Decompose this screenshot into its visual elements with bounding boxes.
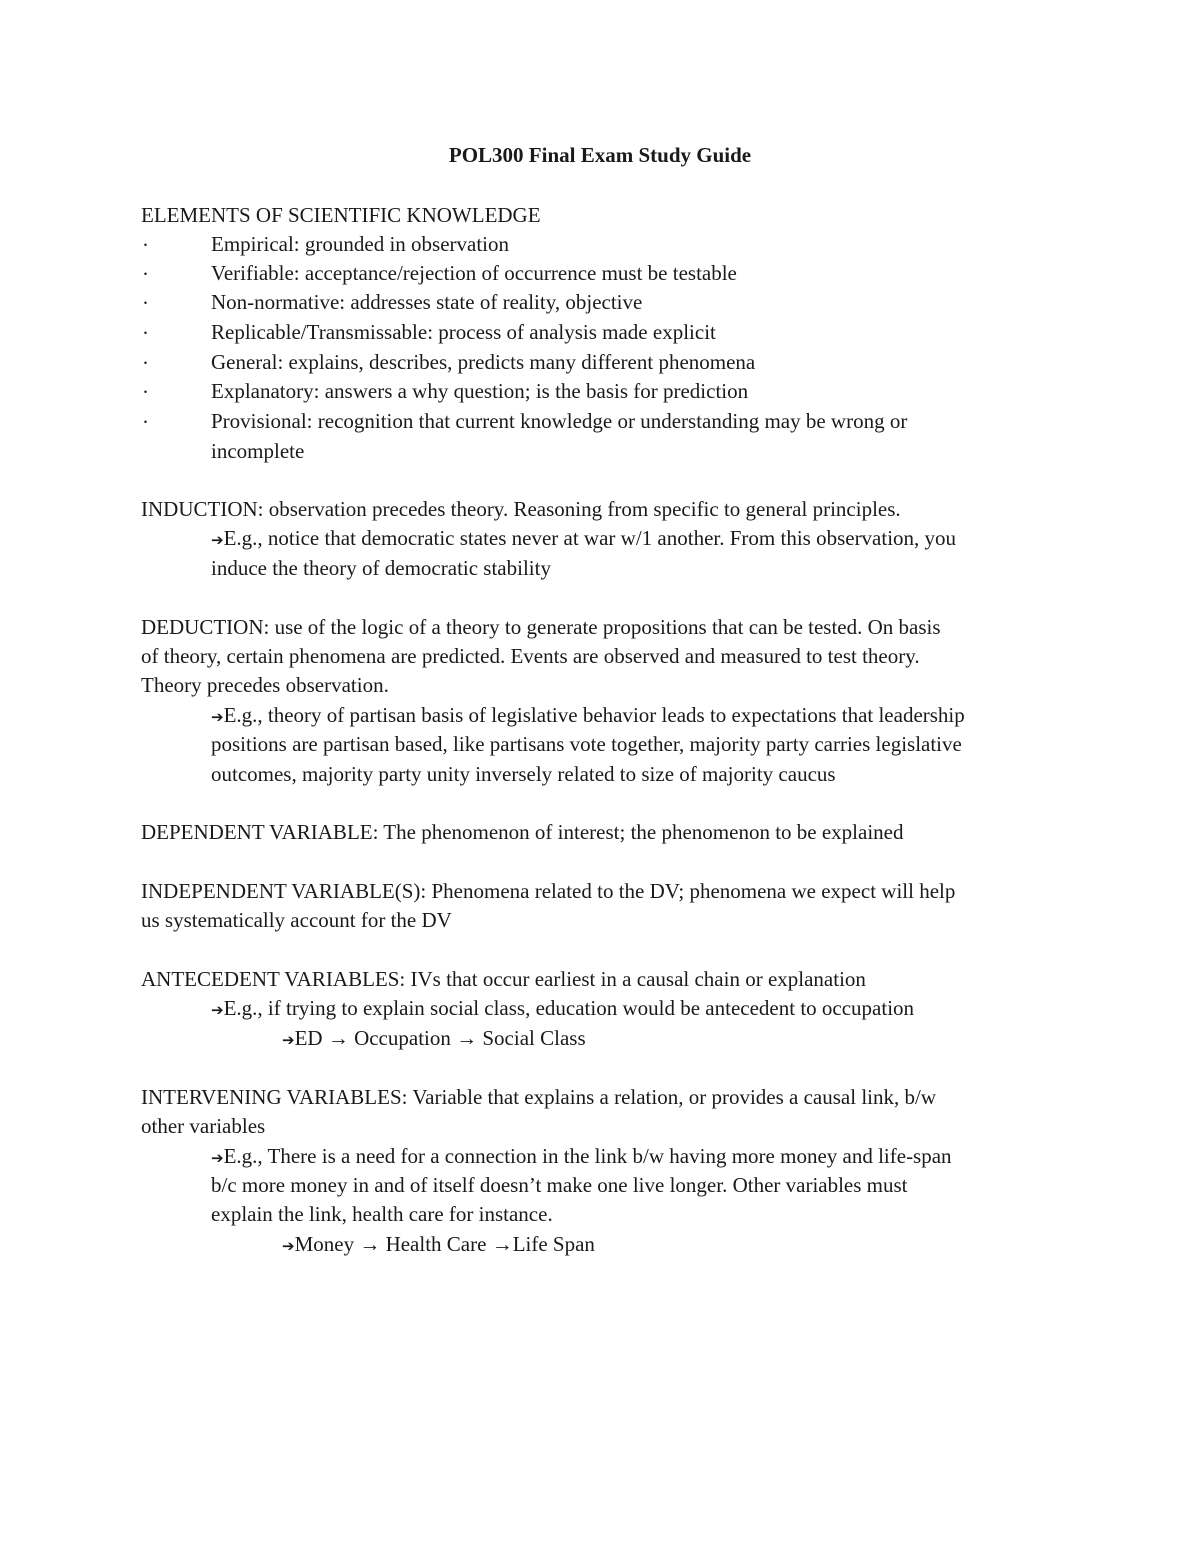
bullet: · <box>142 351 149 375</box>
list-item: Replicable/Transmissable: process of analysis made explicit <box>211 320 716 344</box>
arrow-right-icon: ➔ <box>282 1033 295 1049</box>
deduction-definition-cont: of theory, certain phenomena are predicted. Events are observed and measured to test theory. <box>141 644 920 668</box>
bullet: · <box>142 410 149 434</box>
dependent-variable-definition: DEPENDENT VARIABLE: The phenomenon of interest; the phenomenon to be explained <box>141 820 904 844</box>
deduction-example <box>211 700 965 730</box>
intervening-example <box>211 1141 952 1171</box>
bullet: · <box>142 233 149 257</box>
list-item: Verifiable: acceptance/rejection of occurrence must be testable <box>211 261 737 285</box>
section-heading-elements: ELEMENTS OF SCIENTIFIC KNOWLEDGE <box>141 203 541 227</box>
list-item: Explanatory: answers a why question; is the basis for prediction <box>211 379 749 403</box>
independent-variable-definition-cont: us systematically account for the DV <box>141 908 452 932</box>
induction-example <box>211 523 956 553</box>
chain-text: Money → Health Care →Life Span <box>294 1232 595 1256</box>
antecedent-example <box>211 993 914 1023</box>
deduction-definition-cont: Theory precedes observation. <box>141 673 389 697</box>
list-item: Empirical: grounded in observation <box>211 232 510 256</box>
intervening-variables-definition-cont: other variables <box>141 1114 266 1138</box>
arrow-right-icon: ➔ <box>211 710 224 726</box>
deduction-definition: DEDUCTION: use of the logic of a theory to generate propositions that can be tested. On basis <box>141 615 941 639</box>
page-title: POL300 Final Exam Study Guide <box>448 143 752 167</box>
deduction-example-cont: positions are partisan based, like partisans vote together, majority party carries legislative <box>211 732 962 756</box>
intervening-example-cont: b/c more money in and of itself doesn’t make one live longer. Other variables must <box>211 1173 908 1197</box>
intervening-example-cont: explain the link, health care for instance. <box>211 1202 553 1226</box>
list-item-continuation: incomplete <box>211 439 305 463</box>
intervening-chain <box>282 1229 595 1259</box>
antecedent-chain <box>282 1023 586 1053</box>
arrow-right-icon: ➔ <box>211 1151 224 1167</box>
list-item: General: explains, describes, predicts many different phenomena <box>211 350 756 374</box>
example-text: E.g., if trying to explain social class, education would be antecedent to occupation <box>223 996 915 1020</box>
arrow-right-icon: ➔ <box>211 533 224 549</box>
example-text: E.g., There is a need for a connection in the link b/w having more money and life-span <box>223 1144 952 1168</box>
antecedent-variables-definition: ANTECEDENT VARIABLES: IVs that occur earliest in a causal chain or explanation <box>141 967 866 991</box>
arrow-right-icon: ➔ <box>282 1239 295 1255</box>
induction-definition: INDUCTION: observation precedes theory. Reasoning from specific to general principles. <box>141 497 901 521</box>
induction-example-cont: induce the theory of democratic stability <box>211 556 551 580</box>
bullet: · <box>142 262 149 286</box>
intervening-variables-definition: INTERVENING VARIABLES: Variable that explains a relation, or provides a causal link, b/w <box>141 1085 936 1109</box>
chain-text: ED → Occupation → Social Class <box>294 1026 586 1050</box>
list-item: Non-normative: addresses state of reality, objective <box>211 290 643 314</box>
bullet: · <box>142 380 149 404</box>
arrow-right-icon: ➔ <box>211 1003 224 1019</box>
bullet: · <box>142 291 149 315</box>
bullet: · <box>142 321 149 345</box>
example-text: E.g., theory of partisan basis of legislative behavior leads to expectations that leadership <box>223 703 965 727</box>
independent-variable-definition: INDEPENDENT VARIABLE(S): Phenomena related to the DV; phenomena we expect will help <box>141 879 956 903</box>
list-item: Provisional: recognition that current knowledge or understanding may be wrong or <box>211 409 908 433</box>
example-text: E.g., notice that democratic states never at war w/1 another. From this observation, you <box>223 526 957 550</box>
deduction-example-cont: outcomes, majority party unity inversely related to size of majority caucus <box>211 762 836 786</box>
